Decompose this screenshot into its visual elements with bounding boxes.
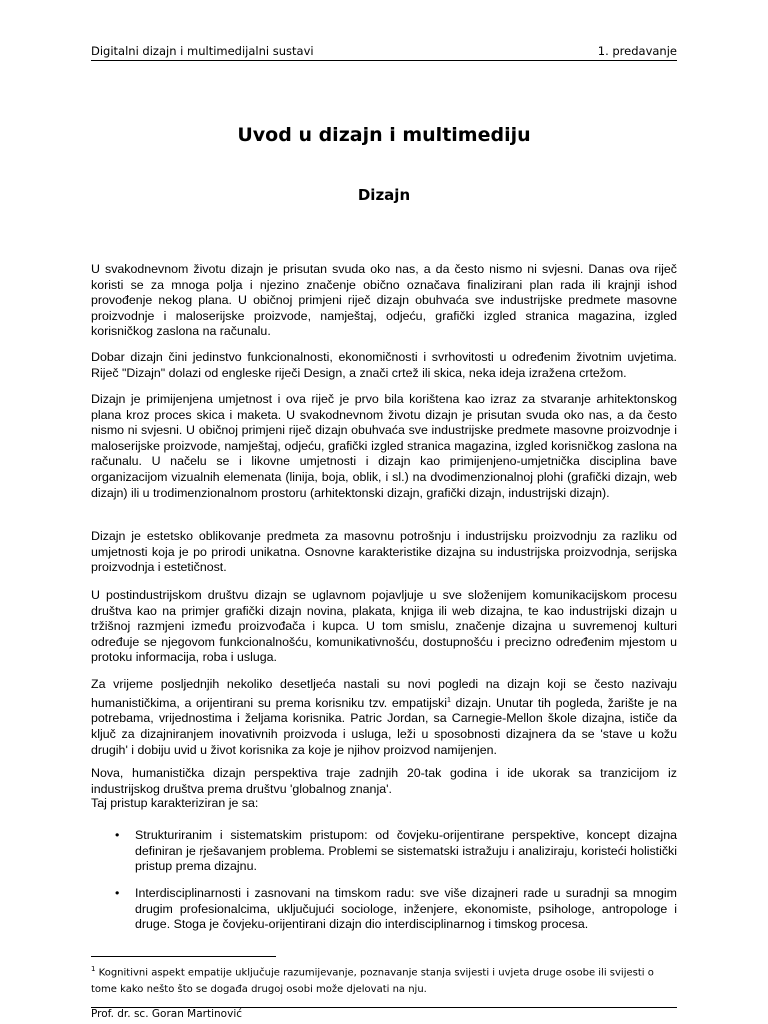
bullet-item-2 (91, 886, 677, 933)
header-lecture-number: 1. predavanje (597, 44, 677, 58)
running-header (91, 44, 677, 61)
paragraph-6 (91, 677, 677, 758)
footer-author: Prof. dr. sc. Goran Martinović (91, 1008, 243, 1020)
bullet-text-1: Strukturiranim i sistematskim pristupom: od čovjeku-orijentirane perspektive, koncept dizajna definiran je rješavanjem problema. Problemi se sistematski istražuju i analiziraju, koristeći holistički pristup prema dizajnu. (135, 828, 677, 874)
bullet-icon: • (115, 886, 120, 900)
header-course-title: Digitalni dizajn i multimedijalni sustavi (91, 44, 314, 58)
document-title: Uvod u dizajn i multimediju (237, 124, 531, 146)
footnote-separator (91, 956, 276, 957)
paragraph-1: U svakodnevnom životu dizajn je prisutan svuda oko nas, a da često nismo ni svjesni. Danas ova riječ koristi se za mnoga polja i njezino značenje obično označava finalizirani plan rada ili krajnji ishod provođenje nekog plana. U običnoj primjeni riječ dizajn obuhvaća sve industrijske predmete masovne proizvodnje i maloserijske proizvode, namještaj, odjeću, grafički izgled stranica magazina, izgled korisničkog zaslona na računalu. (91, 262, 677, 339)
footnote-mark: 1 (91, 965, 96, 973)
footnote (91, 961, 677, 998)
paragraph-8: Taj pristup karakteriziran je sa: (91, 796, 259, 810)
bullet-text-2: Interdisciplinarnosti i zasnovani na timskom radu: sve više dizajneri rade u suradnji sa mnogim drugim profesionalcima, uključujući sociologe, inženjere, ekonomiste, psihologe, antropologe i druge. Stoga je čovjeku-orijentirani dizajn dio interdisciplinarnog i timskog procesa. (135, 886, 677, 932)
footnote-reference[interactable]: 1 (446, 696, 451, 704)
bullet-icon: • (115, 828, 120, 842)
paragraph-5: U postindustrijskom društvu dizajn se uglavnom pojavljuje u sve složenijem komunikacijskom procesu društva kao na primjer grafički dizajn novina, plakata, knjiga ili web dizajna, te kao industrijski dizajn u tržišnoj razmjeni između proizvođača i kupca. U tom smislu, značenje dizajna u suvremenoj kulturi određuje se njegovom funkcionalnošću, komunikativnošću, dostupnošću i precizno određenim mjestom u protoku informacija, roba i usluga. (91, 588, 677, 665)
paragraph-2: Dobar dizajn čini jedinstvo funkcionalnosti, ekonomičnosti i svrhovitosti u određenim životnim uvjetima. Riječ "Dizajn" dolazi od engleske riječi Design, a znači crtež ili skica, neka ideja izražena crtežom. (91, 350, 677, 380)
paragraph-6-start: Za vrijeme posljednjih nekoliko desetljeća nastali su novi pogledi na dizajn koji se često nazivaju humanističkima, a orijentirani su prema korisniku tzv. empatijski (91, 677, 677, 710)
paragraph-6-end: dizajn. Unutar tih pogleda, žarište je na potrebama, vrijednostima i željama korisnika. Patric Jordan, sa Carnegie-Mellon škole dizajna, ističe da ključ za dizajniranjem inovativnih proizvoda i usluga, leži u sposobnosti dizajnera da se 'stave u kožu drugih' i dobiju uvid u život korisnika za koje je njihov proizvod namijenjen. (91, 695, 677, 757)
paragraph-4: Dizajn je estetsko oblikovanje predmeta za masovnu potrošnju i industrijsku proizvodnju za razliku od umjetnosti koja je po prirodi unikatna. Osnovne karakteristike dizajna su industrijska proizvodnja, serijska proizvodnja i estetičnost. (91, 529, 677, 575)
paragraph-3: Dizajn je primijenjena umjetnost i ova riječ je prvo bila korištena kao izraz za stvaranje arhitektonskog plana kroz proces skica i maketa. U svakodnevnom životu dizajn je prisutan svuda oko nas, a da često nismo ni svjesni. U običnoj primjeni riječ dizajn obuhvaća sve industrijske predmete masovne proizvodnje i maloserijske proizvode, namještaj, odjeću, grafički izgled stranica magazina, izgled korisničkog zaslona na računalu. U načelu se i likovne umjetnosti i dizajn kao primijenjeno-umjetnička disciplina bave organizacijom vizualnih elemenata (linija, boja, oblik, i sl.) na dvodimenzionalnoj plohi (grafički dizajn, web dizajn) ili u trodimenzionalnom prostoru (arhitektonski dizajn, grafički dizajn, industrijski dizajn). (91, 392, 677, 500)
section-heading: Dizajn (357, 186, 411, 204)
paragraph-7: Nova, humanistička dizajn perspektiva traje zadnjih 20-tak godina i ide ukorak sa tranzicijom iz industrijskog društva prema društvu 'globalnog znanja'. (91, 766, 677, 796)
bullet-item-1 (91, 828, 677, 875)
footnote-text: Kognitivni aspekt empatije uključuje razumijevanje, poznavanje stanja svijesti i uvjeta druge osobe ili svijesti o tome kako nešto što se događa drugoj osobi može djelovati na nju. (91, 967, 654, 996)
